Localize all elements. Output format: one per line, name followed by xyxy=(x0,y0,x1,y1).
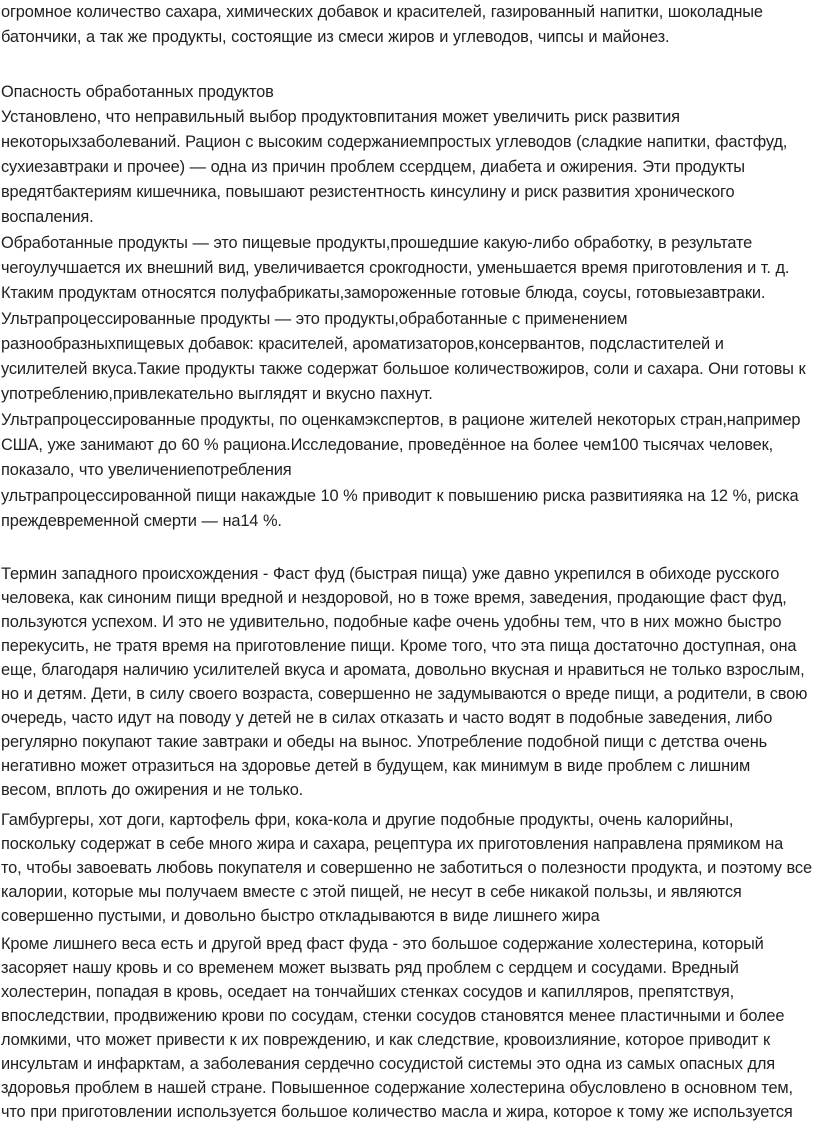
text-line-40: ломкими, что может привести к их повреждению, и как следствие, кровоизлияние, которое приводит к xyxy=(1,1031,770,1049)
text-line-35: совершенно пустыми, и довольно быстро откладываются в виде лишнего жира xyxy=(1,907,600,925)
text-line-8: воспаления. xyxy=(1,208,94,226)
text-line-16: Ультрапроцессированные продукты, по оценкамэкспертов, в рационе жителей некоторых стран,например xyxy=(1,411,801,429)
text-line-7: вредятбактериям кишечника, повышают резистентность кинсулину и риск развития хронического xyxy=(1,183,735,201)
text-line-23: пользуются успехом. И это не удивительно, подобные кафе очень удобны тем, что в них можно быстро xyxy=(1,613,782,631)
text-line-2: батончики, а так же продукты, состоящие из смеси жиров и углеводов, чипсы и майонез. xyxy=(1,28,670,46)
text-line-5: некоторыхзаболеваний. Рацион с высоким содержаниемпростых углеводов (сладкие напитки, фастфуд, xyxy=(1,133,788,151)
section-heading: Опасность обработанных продуктов xyxy=(1,83,274,101)
text-line-41: инсультам и инфарктам, а заболевания сердечно сосудистой системы это одна из самых опасных для xyxy=(1,1055,776,1073)
text-line-27: очередь, часто идут на поводу у детей не в силах отказать и часто водят в подобные заведения, либо xyxy=(1,709,773,727)
text-line-25: еще, благодаря наличию усилителей вкуса и аромата, довольно вкусная и нравиться не только взрослым, xyxy=(1,661,805,679)
text-line-14: усилителей вкуса.Такие продукты также содержат большое количествожиров, соли и сахара. Они готовы к xyxy=(1,360,806,378)
text-line-26: но и детям. Дети, в силу своего возраста, совершенно не задумываются о вреде пищи, а родители, в свою xyxy=(1,685,808,703)
text-line-32: поскольку содержат в себе много жира и сахара, рецептура их приготовления направлена прямиком на xyxy=(1,835,784,853)
text-line-24: перекусить, не тратя время на приготовление пищи. Кроме того, что эта пища достаточно доступная, она xyxy=(1,637,797,655)
text-line-38: холестерин, попадая в кровь, оседает на тончайших стенках сосудов и капилляров, препятствуя, xyxy=(1,983,735,1001)
text-line-33: то, чтобы завоевать любовь покупателя и совершенно не заботиться о полезности продукта, и поэтому все xyxy=(1,859,812,877)
text-line-37: засоряет нашу кровь и со временем может вызвать ряд проблем с сердцем и сосудами. Вредный xyxy=(1,959,739,977)
text-line-36: Кроме лишнего веса есть и другой вред фаст фуда - это большое содержание холестерина, который xyxy=(1,935,764,953)
text-line-10: чегоулучшается их внешний вид, увеличивается срокгодности, уменьшается время приготовления и т. д. xyxy=(1,259,790,277)
text-line-42: здоровья проблем в нашей стране. Повышенное содержание холестерина обусловлено в основном тем, xyxy=(1,1079,793,1097)
text-line-18: показало, что увеличениепотребления xyxy=(1,461,292,479)
text-line-17: США, уже занимают до 60 % рациона.Исследование, проведённое на более чем100 тысячах человек, xyxy=(1,436,774,454)
text-line-13: разнообразныхпищевых добавок: красителей, ароматизаторов,консервантов, подсластителей и xyxy=(1,335,724,353)
text-line-31: Гамбургеры, хот доги, картофель фри, кока-кола и другие подобные продукты, очень калорийны, xyxy=(1,811,734,829)
text-line-22: человека, как синоним пищи вредной и нездоровой, но в тоже время, заведения, продающие фаст фуд, xyxy=(1,589,787,607)
text-line-20: преждевременной смерти — на14 %. xyxy=(1,512,282,530)
text-line-28: регулярно покупают такие завтраки и обеды на вынос. Употребление подобной пищи с детства очень xyxy=(1,733,768,751)
text-line-29: негативно может отразиться на здоровье детей в будущем, как минимум в виде проблем с лишним xyxy=(1,757,751,775)
text-line-21: Термин западного происхождения - Фаст фуд (быстрая пища) уже давно укрепился в обиходе русского xyxy=(1,565,780,583)
text-line-30: весом, вплоть до ожирения и не только. xyxy=(1,781,304,799)
text-line-1: огромное количество сахара, химических добавок и красителей, газированный напитки, шоколадные xyxy=(1,3,763,21)
text-line-15: употреблению,привлекательно выглядят и вкусно пахнут. xyxy=(1,385,433,403)
text-line-34: калории, которые мы получаем вместе с этой пищей, не несут в себе никакой пользы, и являются xyxy=(1,883,742,901)
text-line-11: Ктаким продуктам относятся полуфабрикаты,замороженные готовые блюда, соусы, готовыезавтраки. xyxy=(1,284,766,302)
text-line-43: что при приготовлении используется большое количество масла и жира, которое к тому же используется xyxy=(1,1103,793,1121)
text-line-19: ультрапроцессированной пищи накаждые 10 % приводит к повышению риска развитияяка на 12 %, риска xyxy=(1,487,799,505)
text-line-4: Установлено, что неправильный выбор продуктовпитания может увеличить риск развития xyxy=(1,108,680,126)
text-line-6: сухиезавтраки и прочее) — одна из причин проблем ссердцем, диабета и ожирения. Эти продукты xyxy=(1,158,745,176)
text-line-39: впоследствии, продвижению крови по сосудам, стенки сосудов становятся менее пластичными и более xyxy=(1,1007,785,1025)
text-line-12: Ультрапроцессированные продукты — это продукты,обработанные с применением xyxy=(1,310,628,328)
text-line-9: Обработанные продукты — это пищевые продукты,прошедшие какую-либо обработку, в результате xyxy=(1,234,753,252)
